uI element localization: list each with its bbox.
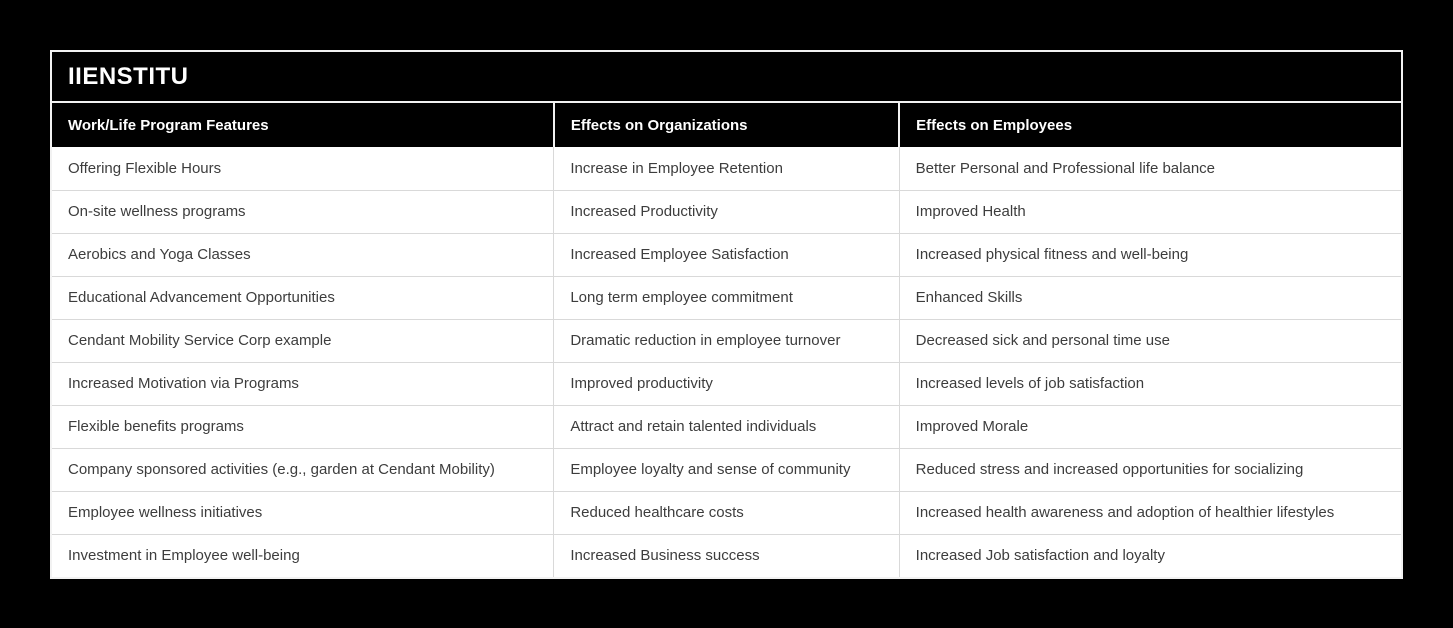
table-row xyxy=(52,491,1401,534)
table-cell: Company sponsored activities (e.g., garden at Cendant Mobility) xyxy=(52,448,554,491)
table-row xyxy=(52,147,1401,190)
table-row xyxy=(52,233,1401,276)
table-cell: Educational Advancement Opportunities xyxy=(52,276,554,319)
table-cell: Increased health awareness and adoption of healthier lifestyles xyxy=(899,491,1401,534)
table-row xyxy=(52,319,1401,362)
table-row xyxy=(52,362,1401,405)
table-cell: Increased physical fitness and well-being xyxy=(899,233,1401,276)
table-header xyxy=(52,103,1401,147)
table-cell: Cendant Mobility Service Corp example xyxy=(52,319,554,362)
table-row xyxy=(52,276,1401,319)
table-cell: Attract and retain talented individuals xyxy=(554,405,899,448)
column-header-features: Work/Life Program Features xyxy=(52,103,554,147)
table-cell: Offering Flexible Hours xyxy=(52,147,554,190)
table-cell: Increased levels of job satisfaction xyxy=(899,362,1401,405)
table-cell: Employee wellness initiatives xyxy=(52,491,554,534)
table-body xyxy=(52,147,1401,577)
table-row xyxy=(52,190,1401,233)
table-cell: Decreased sick and personal time use xyxy=(899,319,1401,362)
table-cell: Enhanced Skills xyxy=(899,276,1401,319)
table-cell: Increased Employee Satisfaction xyxy=(554,233,899,276)
table-cell: Improved Health xyxy=(899,190,1401,233)
table-header-row xyxy=(52,103,1401,147)
table-cell: Improved productivity xyxy=(554,362,899,405)
table-card xyxy=(50,50,1403,579)
table-cell: Increased Motivation via Programs xyxy=(52,362,554,405)
table-cell: Long term employee commitment xyxy=(554,276,899,319)
table-cell: Aerobics and Yoga Classes xyxy=(52,233,554,276)
table-row xyxy=(52,448,1401,491)
column-header-organizations: Effects on Organizations xyxy=(554,103,899,147)
table-cell: On-site wellness programs xyxy=(52,190,554,233)
table-cell: Increased Job satisfaction and loyalty xyxy=(899,534,1401,577)
table-cell: Better Personal and Professional life balance xyxy=(899,147,1401,190)
table-cell: Increase in Employee Retention xyxy=(554,147,899,190)
table-cell: Flexible benefits programs xyxy=(52,405,554,448)
brand-title: IIENSTITU xyxy=(68,62,189,90)
table-cell: Improved Morale xyxy=(899,405,1401,448)
table-cell: Investment in Employee well-being xyxy=(52,534,554,577)
table-cell: Employee loyalty and sense of community xyxy=(554,448,899,491)
table-cell: Dramatic reduction in employee turnover xyxy=(554,319,899,362)
table-row xyxy=(52,405,1401,448)
column-header-employees: Effects on Employees xyxy=(899,103,1401,147)
table-row xyxy=(52,534,1401,577)
table-cell: Increased Business success xyxy=(554,534,899,577)
table-cell: Increased Productivity xyxy=(554,190,899,233)
worklife-program-table xyxy=(52,103,1401,577)
table-cell: Reduced stress and increased opportunities for socializing xyxy=(899,448,1401,491)
brand-bar xyxy=(52,52,1401,103)
table-cell: Reduced healthcare costs xyxy=(554,491,899,534)
